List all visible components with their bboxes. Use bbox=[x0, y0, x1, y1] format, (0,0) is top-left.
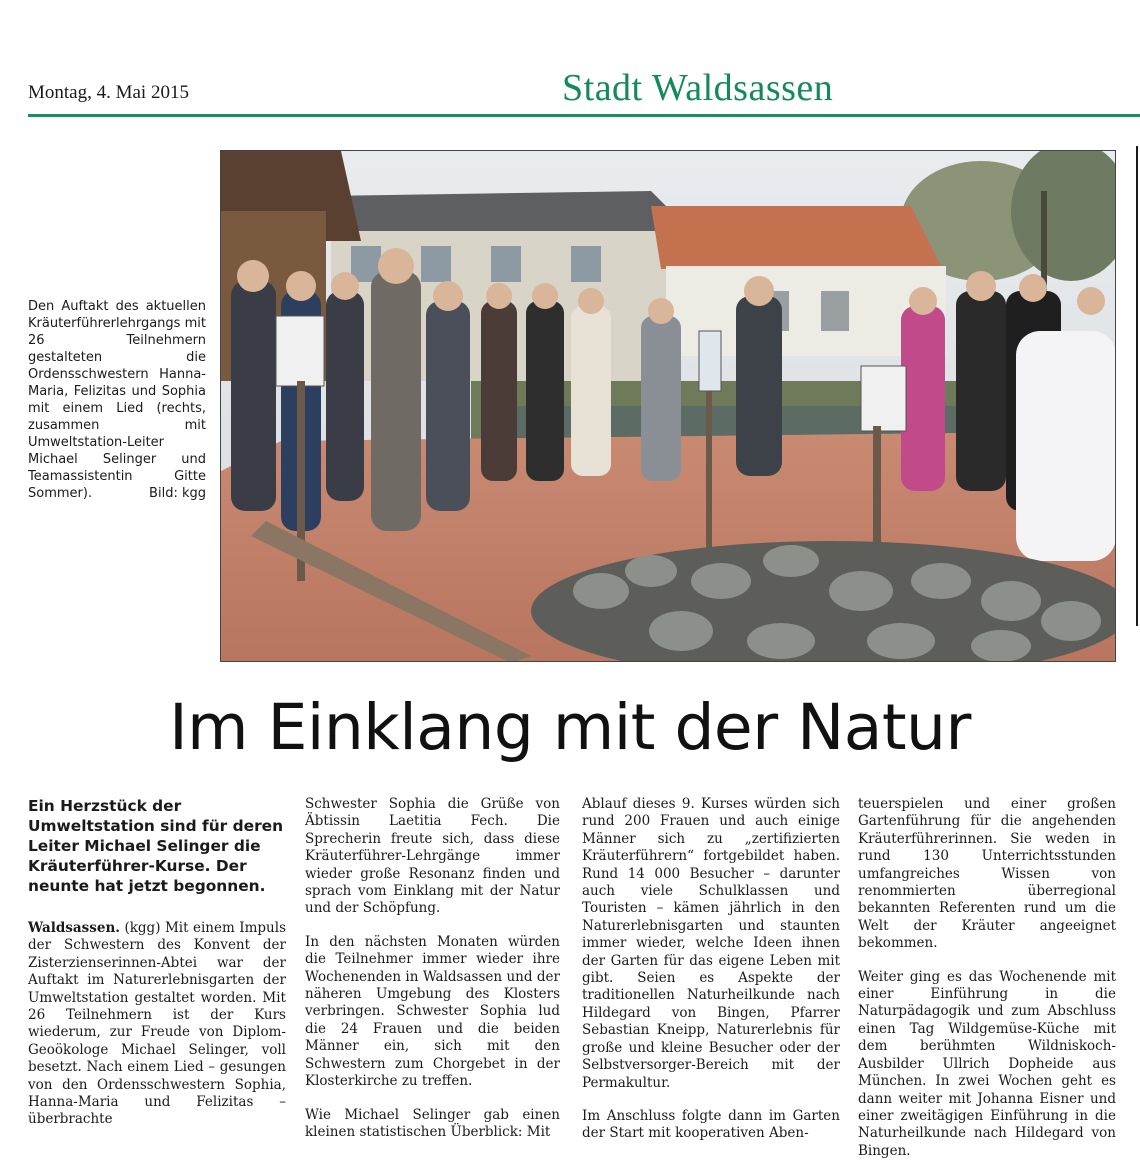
paragraph-text: (kgg) Mit einem Impuls der Schwestern des Konvent der Zisterzienserinnen-Abtei war der Auftakt im Naturerlebnisgarten der Umweltstation gestaltet worden. Mit 26 Teilnehmern ist der Kurs wiederum, zur Freude von Diplom-Geoökologe Michael Selinger, voll besetzt. Nach einem Lied – gesungen von den Ordensschwestern Sophia, Hanna-Maria und Felizitas – überbrachte bbox=[28, 920, 286, 1128]
article-paragraph: Wie Michael Selinger gab einen kleinen statistischen Überblick: Mit bbox=[305, 1106, 560, 1140]
article-lead: Ein Herzstück der Umweltstation sind für deren Leiter Michael Selinger die Kräuterführer-Kurse. Der neunte hat jetzt begonnen. bbox=[28, 797, 284, 895]
article-headline: Im Einklang mit der Natur bbox=[169, 691, 971, 764]
dateline: Waldsassen. bbox=[28, 920, 120, 936]
garden-scene-image bbox=[221, 151, 1116, 662]
article-column-2 bbox=[305, 796, 560, 1157]
photo-caption-text: Den Auftakt des aktuellen Kräuterführerlehrgangs mit 26 Teilnehmern gestalteten die Ordensschwestern Hanna-Maria, Felizitas und Sophia mit einem Lied (rechts, zusammen mit Umweltstation-Leiter Michael Selinger und Teamassistentin Gitte Sommer). bbox=[28, 299, 206, 501]
article-column-4 bbox=[858, 796, 1116, 1176]
article-photo bbox=[220, 150, 1116, 662]
article-column-3 bbox=[582, 796, 840, 1159]
article-paragraph bbox=[28, 920, 286, 1129]
photo-caption bbox=[28, 298, 206, 502]
article-paragraph: In den nächsten Monaten würden die Teilnehmer immer wieder ihre Wochenenden in Waldsassen und der näheren Umgebung des Klosters verbringen. Schwester Sophia lud die 24 Frauen und die beiden Männer ein, sich mit den Schwestern zum Chorgebet in der Klosterkirche zu treffen. bbox=[305, 933, 560, 1090]
photo-credit: Bild: kgg bbox=[149, 486, 206, 501]
article-paragraph: Im Anschluss folgte dann im Garten der Start mit kooperativen Aben- bbox=[582, 1107, 840, 1142]
article-column-1 bbox=[28, 796, 286, 1145]
edge-rule bbox=[1136, 146, 1138, 626]
section-title: Stadt Waldsassen bbox=[562, 67, 834, 109]
header-rule bbox=[28, 114, 1140, 117]
issue-date: Montag, 4. Mai 2015 bbox=[28, 82, 189, 103]
article-paragraph: teuerspielen und einer großen Gartenführung für die angehenden Kräuterführerinnen. Sie weden in rund 130 Unterrichtsstunden umfangreiches Wissen von renommierten überregional bekannten Referenten rund um die Welt der Kräuter angeeignet bekommen. bbox=[858, 796, 1116, 952]
article-paragraph: Ablauf dieses 9. Kurses würden sich rund 200 Frauen und auch einige Männer sich zu „zertifizierten Kräuterführern“ fortgebildet haben. Rund 14 000 Besucher – darunter auch viele Schulklassen und Touristen – kämen jährlich in den Naturerlebnisgarten und staunten immer wieder, welche Ideen ihnen der Garten für das eigene Leben mit gibt. Seien es Aspekte der traditionellen Naturheilkunde nach Hildegard von Bingen, Pfarrer Sebastian Kneipp, Naturerlebnis für große und kleine Besucher oder der Selbstversorger-Bereich mit der Permakultur. bbox=[582, 796, 840, 1091]
article-paragraph: Weiter ging es das Wochenende mit einer Einführung in die Naturpädagogik und zum Abschluss einen Tag Wildgemüse-Küche mit dem berühmten Wildniskoch-Ausbilder Ullrich Dopheide aus München. In zwei Wochen geht es dann weiter mit Johanna Eisner und einer zweitägigen Einführung in die Naturheilkunde nach Hildegard von Bingen. bbox=[858, 968, 1116, 1159]
article-paragraph: Schwester Sophia die Grüße von Äbtissin Laetitia Fech. Die Sprecherin freute sich, dass diese Kräuterführer-Lehrgänge immer wieder große Resonanz finden und sprach vom Einklang mit der Natur und der Schöpfung. bbox=[305, 796, 560, 917]
